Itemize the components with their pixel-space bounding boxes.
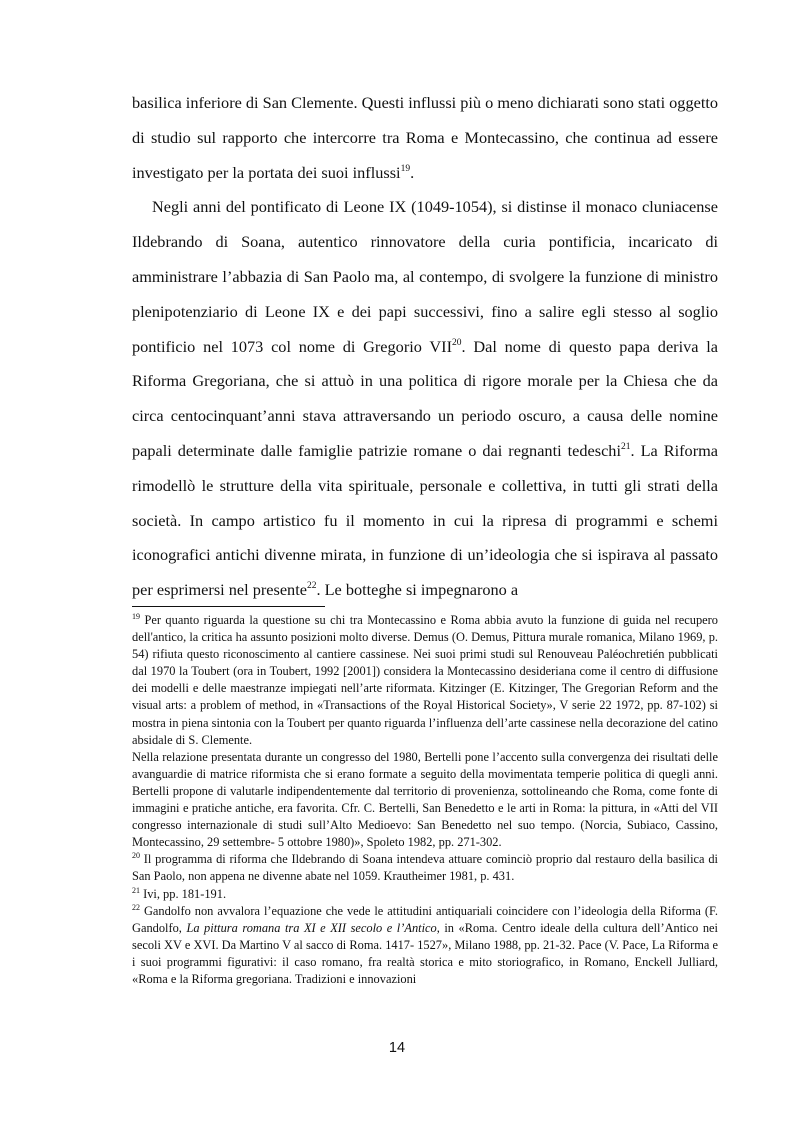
footnote-21: $^{21}$ Ivi, pp. 181-191. xyxy=(132,885,227,901)
footnotes xyxy=(132,612,718,988)
paragraph-2: Negli anni del pontificato di Leone IX (1049-1054), si distinse il monaco cluniacense Ildebrando di Soana, autentico rinnovatore della curia pontificia, incaricato di amministrare l’abbazia di San Paolo ma, al contempo, di svolgere la funzione di ministro plenipotenziario di Leone IX e dei papi successivi, fino a salire egli stesso al soglio pontificio nel 1073 col nome di Gregorio VII$^{20}$. Dal nome di questo papa deriva la Riforma Gregoriana, che si attuò in una politica di rigore morale per la Chiesa che da circa centocinquant’anni stava attraversando un periodo oscuro, a causa delle nomine papali determinate dalle famiglie patrizie romane o dai regnanti tedeschi$^{21}$. La Riforma rimodellò le strutture della vita spirituale, personale e collettiva, in tutti gli strati della società. In campo artistico fu il momento in cui la ripresa di programmi e schemi iconografici antichi divenne mirata, in funzione di un’ideologia che si ispirava al passato per esprimersi nel presente$^{22}$. Le botteghe si impegnarono a xyxy=(132,197,719,600)
footnote-19: $^{19}$ Per quanto riguarda la questione su chi tra Montecassino e Roma abbia avuto la funzione di guida nel recupero dell'antico, la critica ha assunto posizioni molto diverse. Demus (O. Demus, Pittura murale romanica, Milano 1969, p. 54) rifiuta questo riconoscimento al cantiere cassinese. Nei suoi primi studi sul Renouveau Paléochretién pubblicati dal 1970 la Toubert (ora in Toubert, 1992 [2001]) considera la Montecassino desideriana come il centro di diffusione dei modelli e delle maestranze impiegati nell’arte riformata. Kitzinger (E. Kitzinger, The Gregorian Reform and the visual arts: a problem of method, in «Transactions of the Royal Historical Society», V serie 22 1972, pp. 87-102) si mostra in piena sintonia con la Toubert per quanto riguarda l’influenza dell’arte cassinese nella decorazione del catino absidale di S. Clemente. xyxy=(132,612,718,747)
main-text xyxy=(132,86,718,608)
footnote-19-continued: Nella relazione presentata durante un congresso del 1980, Bertelli pone l’accento sulla convergenza dei risultati delle avanguardie di matrice riformista che si erano formate a seguito della movimentata temperie politica di quegli anni. Bertelli propone di valutarle indipendentemente dal territorio di provenienza, sottolineando che Roma, come fonte di immagini e pratiche antiche, era favorita. Cfr. C. Bertelli, San Benedetto e le arti in Roma: la pittura, in «Atti del VII congresso internazionale di studi sull’Alto Medioevo: San Benedetto nel suo tempo. (Norcia, Subiaco, Cassino, Montecassino, 29 settembre- 5 ottobre 1980)», Spoleto 1982, pp. 271-302. xyxy=(132,749,718,850)
footnote-ref-19: 19 xyxy=(400,163,411,174)
footnote-ref-20: 20 xyxy=(452,337,462,348)
footnote-ref-21: 21 xyxy=(620,441,631,452)
paragraph-1-text: basilica inferiore di San Clemente. Questi influssi più o meno dichiarati sono stati oggetto di studio sul rapporto che intercorre tra Roma e Montecassino, che continua ad essere investigato per la portata dei suoi influssi xyxy=(132,93,719,182)
page-number: 14 xyxy=(388,1040,406,1056)
footnote-20: $^{20}$ Il programma di riforma che Ildebrando di Soana intendeva attuare cominciò proprio dal restauro della basilica di San Paolo, non appena ne divenne abate nel 1059. Krautheimer 1981, p. 431. xyxy=(132,851,718,884)
paragraph-1: basilica inferiore di San Clemente. Questi influssi più o meno dichiarati sono stati oggetto di studio sul rapporto che intercorre tra Roma e Montecassino, che continua ad essere investigato per la portata dei suoi influssi$^{19}$. xyxy=(132,93,719,182)
footnote-separator xyxy=(132,606,325,607)
footnote-22: $^{22}$ Gandolfo non avvalora l’equazione che vede le attitudini antiquariali coincidere con l’ideologia della Riforma (F. Gandolfo, La pittura romana tra XI e XII secolo e l’Antico, in «Roma. Centro ideale della cultura dell’Antico nei secoli XV e XVI. Da Martino V al sacco di Roma. 1417- 1527», Milano 1988, pp. 21-32. Pace (V. Pace, La Riforma e i suoi programmi figurativi: il caso romano, fra realtà storica e mito storiografico, in Romano, Enckell Julliard, «Roma e la Riforma gregoriana. Tradizioni e innovazioni xyxy=(132,902,718,986)
footnote-ref-22: 22 xyxy=(306,581,317,592)
citation-title: La pittura romana tra XI e XII secolo e l’Antico xyxy=(186,920,437,935)
